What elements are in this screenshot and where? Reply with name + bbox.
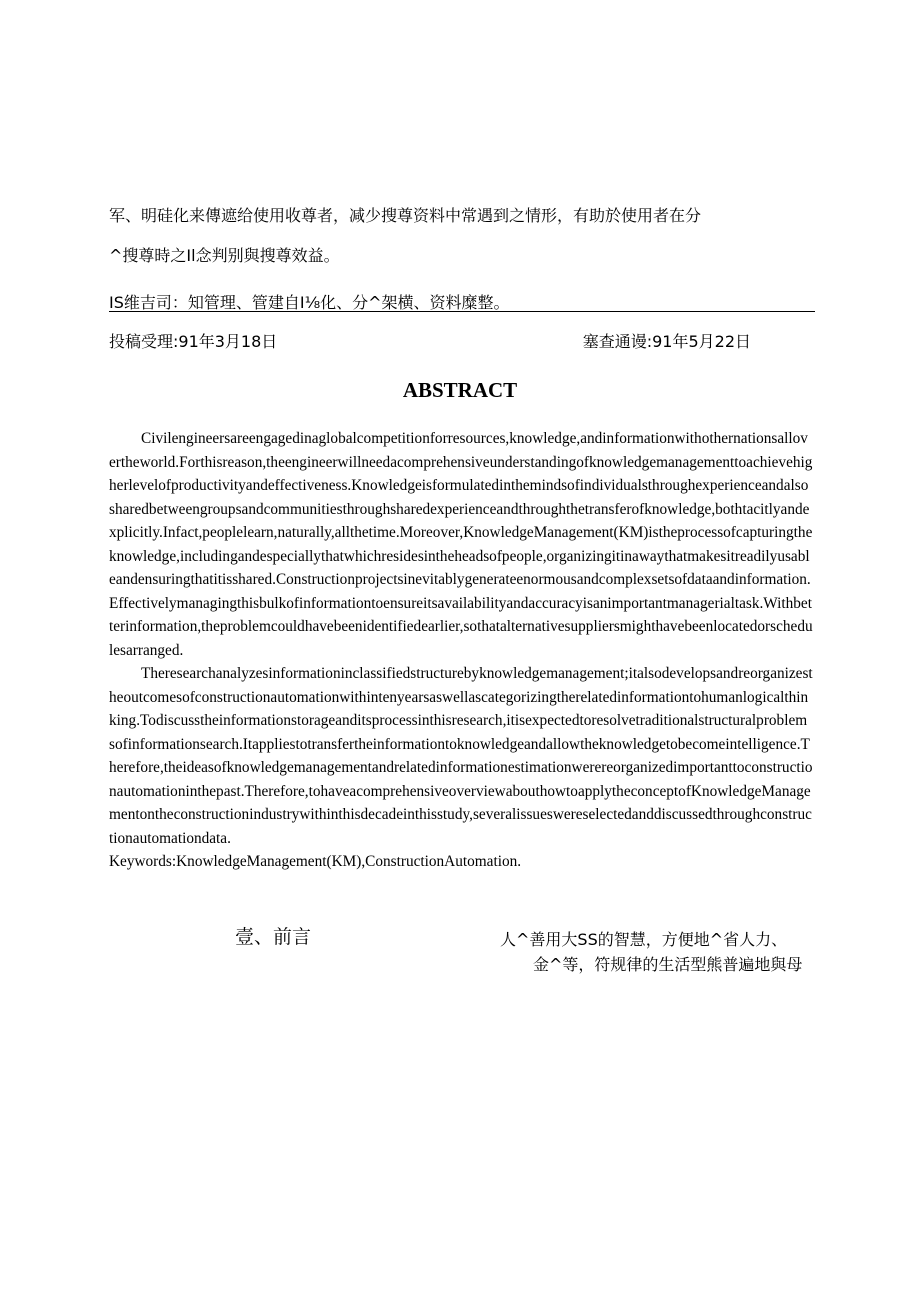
chinese-abstract-line-2: ^搜尊時之Il念判别與搜尊效益。 — [109, 246, 340, 265]
introduction-line-2: 金^等，符规律的生活型熊普遍地與母 — [533, 955, 803, 974]
introduction-line-1: 人^善用大SS的智慧，方便地^省人力、 — [500, 930, 788, 949]
accepted-date: 塞查通谩:91年5月22日 — [582, 332, 751, 351]
submission-dates — [109, 329, 751, 352]
abstract-paragraph-1: Civilengineersareengagedinaglobalcompetitionforresources,knowledge,andinformationwithothernationsallovertheworld.Forthisreason,theengineerwillneedacomprehensiveunderstandingofknowledgemanagementtoachievehigherlevelofproductivityandeffectiveness.Knowledgeisformulatedinthemindsofindividualsthroughexperienceandalsosharedbetweengroupsandcommunitiesthroughsharedexperienceandthroughthetransferofknowledge,bothtacitlyandexplicitly.Infact,peoplelearn,naturally,allthetime.Moreover,KnowledgeManagement(KM)istheprocessofcapturingtheknowledge,includingandespeciallythatwhichresidesintheheadsofpeople,organizingitinawaythatmakesitreadilyusableandensuringthatitisshared.Constructionprojectsinevitablygenerateenormousandcomplexsetsofdataandinformation.Effectivelymanagingthisbulkofinformationtoensureitsavailabilityandaccuracyisanimportantmanagerialtask.Withbetterinformation,theproblemcouldhavebeenidentifiedearlier,sothatalternativesuppliersmighthavebeenlocatedorschedulesarranged. — [109, 430, 813, 659]
abstract-title: ABSTRACT — [402, 378, 518, 402]
abstract-paragraph-2: Theresearchanalyzesinformationinclassifiedstructurebyknowledgemanagement;italsodevelopsandreorganizestheoutcomesofconstructionautomationwithintenyearsaswellascategorizingtherelatedinformationtohumanlogicalthinking.Todiscusstheinformationstorageanditsprocessinthisresearch,itisexpectedtoresolvetraditionalstructuralproblemsofinformationsearch.Itappliestotransfertheinformationtoknowledgeandallowtheknowledgetobecomeintelligence.Therefore,theideasofknowledgemanagementandrelatedinformationestimationwerereorganizedimportanttoconstructionautomationinthepast.Therefore,tohaveacomprehensiveoverviewabouthowtoapplytheconceptofKnowledgeManagementontheconstructionindustrywithinthisdecadeinthisstudy,severalissueswereselectedanddiscussedthroughconstructionautomationdata. — [109, 665, 813, 847]
received-date: 投稿受理:91年3月18日 — [109, 332, 278, 351]
section-heading-introduction: 壹、前言 — [235, 926, 312, 948]
chinese-abstract-line-1: 军、明硅化来傳遮给使用收尊者，减少搜尊资料中常遇到之情形，有助於使用者在分 — [109, 206, 702, 225]
abstract-keywords: Keywords:KnowledgeManagement(KM),ConstructionAutomation. — [109, 853, 522, 870]
abstract-body — [109, 427, 813, 874]
chinese-keywords: IS维吉司：知管理、管建自I⅛化、分^架横、资料糜整。 — [109, 293, 510, 312]
horizontal-rule — [109, 311, 815, 312]
